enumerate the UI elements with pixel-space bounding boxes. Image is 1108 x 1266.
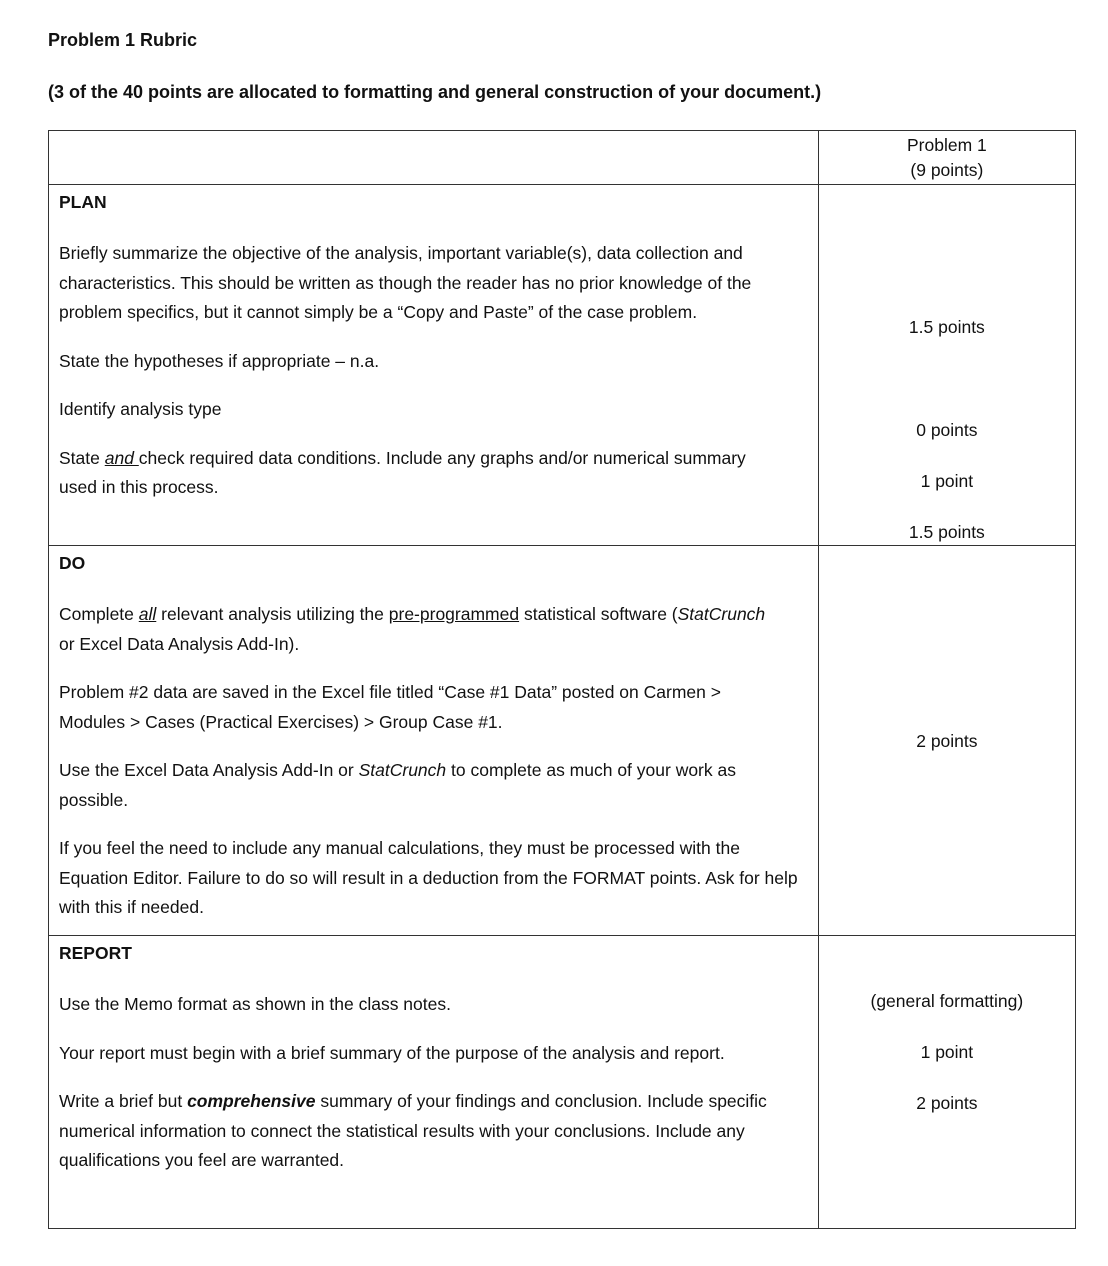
plan-points-conditions: 1.5 points — [908, 522, 985, 542]
rubric-table — [48, 130, 1076, 1229]
report-heading: REPORT — [59, 943, 132, 963]
plan-heading: PLAN — [59, 192, 107, 212]
report-points-formatting: (general formatting) — [870, 991, 1024, 1011]
do-row — [49, 546, 1076, 936]
header-row — [49, 131, 1076, 185]
report-points-cell — [818, 936, 1075, 1229]
plan-points-analysis-type: 1 point — [920, 471, 974, 491]
header-right-cell — [818, 131, 1075, 185]
report-summary-text: Your report must begin with a brief summary of the purpose of the analysis and report. — [59, 1042, 725, 1063]
plan-points-objective: 1.5 points — [908, 317, 985, 337]
report-points-findings: 2 points — [916, 1093, 978, 1113]
plan-objective-text: Briefly summarize the objective of the analysis, important variable(s), data collection and characteristics. This should be written as though the reader has no prior knowledge of the problem specifics, but it cannot simply be a “Copy and Paste” of the case problem. — [59, 243, 752, 322]
report-points-summary: 1 point — [920, 1042, 974, 1062]
plan-row — [49, 185, 1076, 546]
report-row — [49, 936, 1076, 1229]
do-data-location-text: Problem #2 data are saved in the Excel file titled “Case #1 Data” posted on Carmen > Modules > Cases (Practical Exercises) > Group Case #1. — [59, 682, 721, 732]
do-analysis-text: Complete all relevant analysis utilizing the pre-programmed statistical software (StatCrunch or Excel Data Analysis Add-In). — [59, 604, 766, 654]
plan-description-cell — [49, 185, 819, 546]
header-points-label: (9 points) — [910, 160, 984, 180]
report-description-cell — [49, 936, 819, 1229]
do-equation-editor-text: If you feel the need to include any manual calculations, they must be processed with the Equation Editor. Failure to do so will result in a deduction from the FORMAT points. Ask for help with this if needed. — [59, 838, 798, 917]
report-memo-text: Use the Memo format as shown in the class notes. — [59, 994, 451, 1014]
plan-points-hypotheses: 0 points — [916, 420, 978, 440]
header-problem-label: Problem 1 — [906, 135, 987, 155]
report-findings-text: Write a brief but comprehensive summary of your findings and conclusion. Include specific numerical information to connect the statistical results with your conclusions. Include any qualifications you feel are warranted. — [59, 1091, 767, 1170]
plan-hypotheses-text: State the hypotheses if appropriate – n.a. — [59, 350, 380, 371]
do-description-cell — [49, 546, 819, 936]
header-left-cell — [49, 131, 819, 185]
do-software-text: Use the Excel Data Analysis Add-In or StatCrunch to complete as much of your work as possible. — [59, 760, 736, 810]
page-title: Problem 1 Rubric — [48, 30, 198, 50]
do-points-cell — [818, 546, 1075, 936]
plan-conditions-text: State and check required data conditions. Include any graphs and/or numerical summary used in this process. — [59, 447, 746, 497]
plan-points-cell — [818, 185, 1075, 546]
page-subtitle: (3 of the 40 points are allocated to formatting and general construction of your document.) — [48, 82, 822, 102]
plan-analysis-type-text: Identify analysis type — [59, 399, 222, 419]
do-points: 2 points — [916, 731, 978, 751]
do-heading: DO — [59, 553, 86, 573]
